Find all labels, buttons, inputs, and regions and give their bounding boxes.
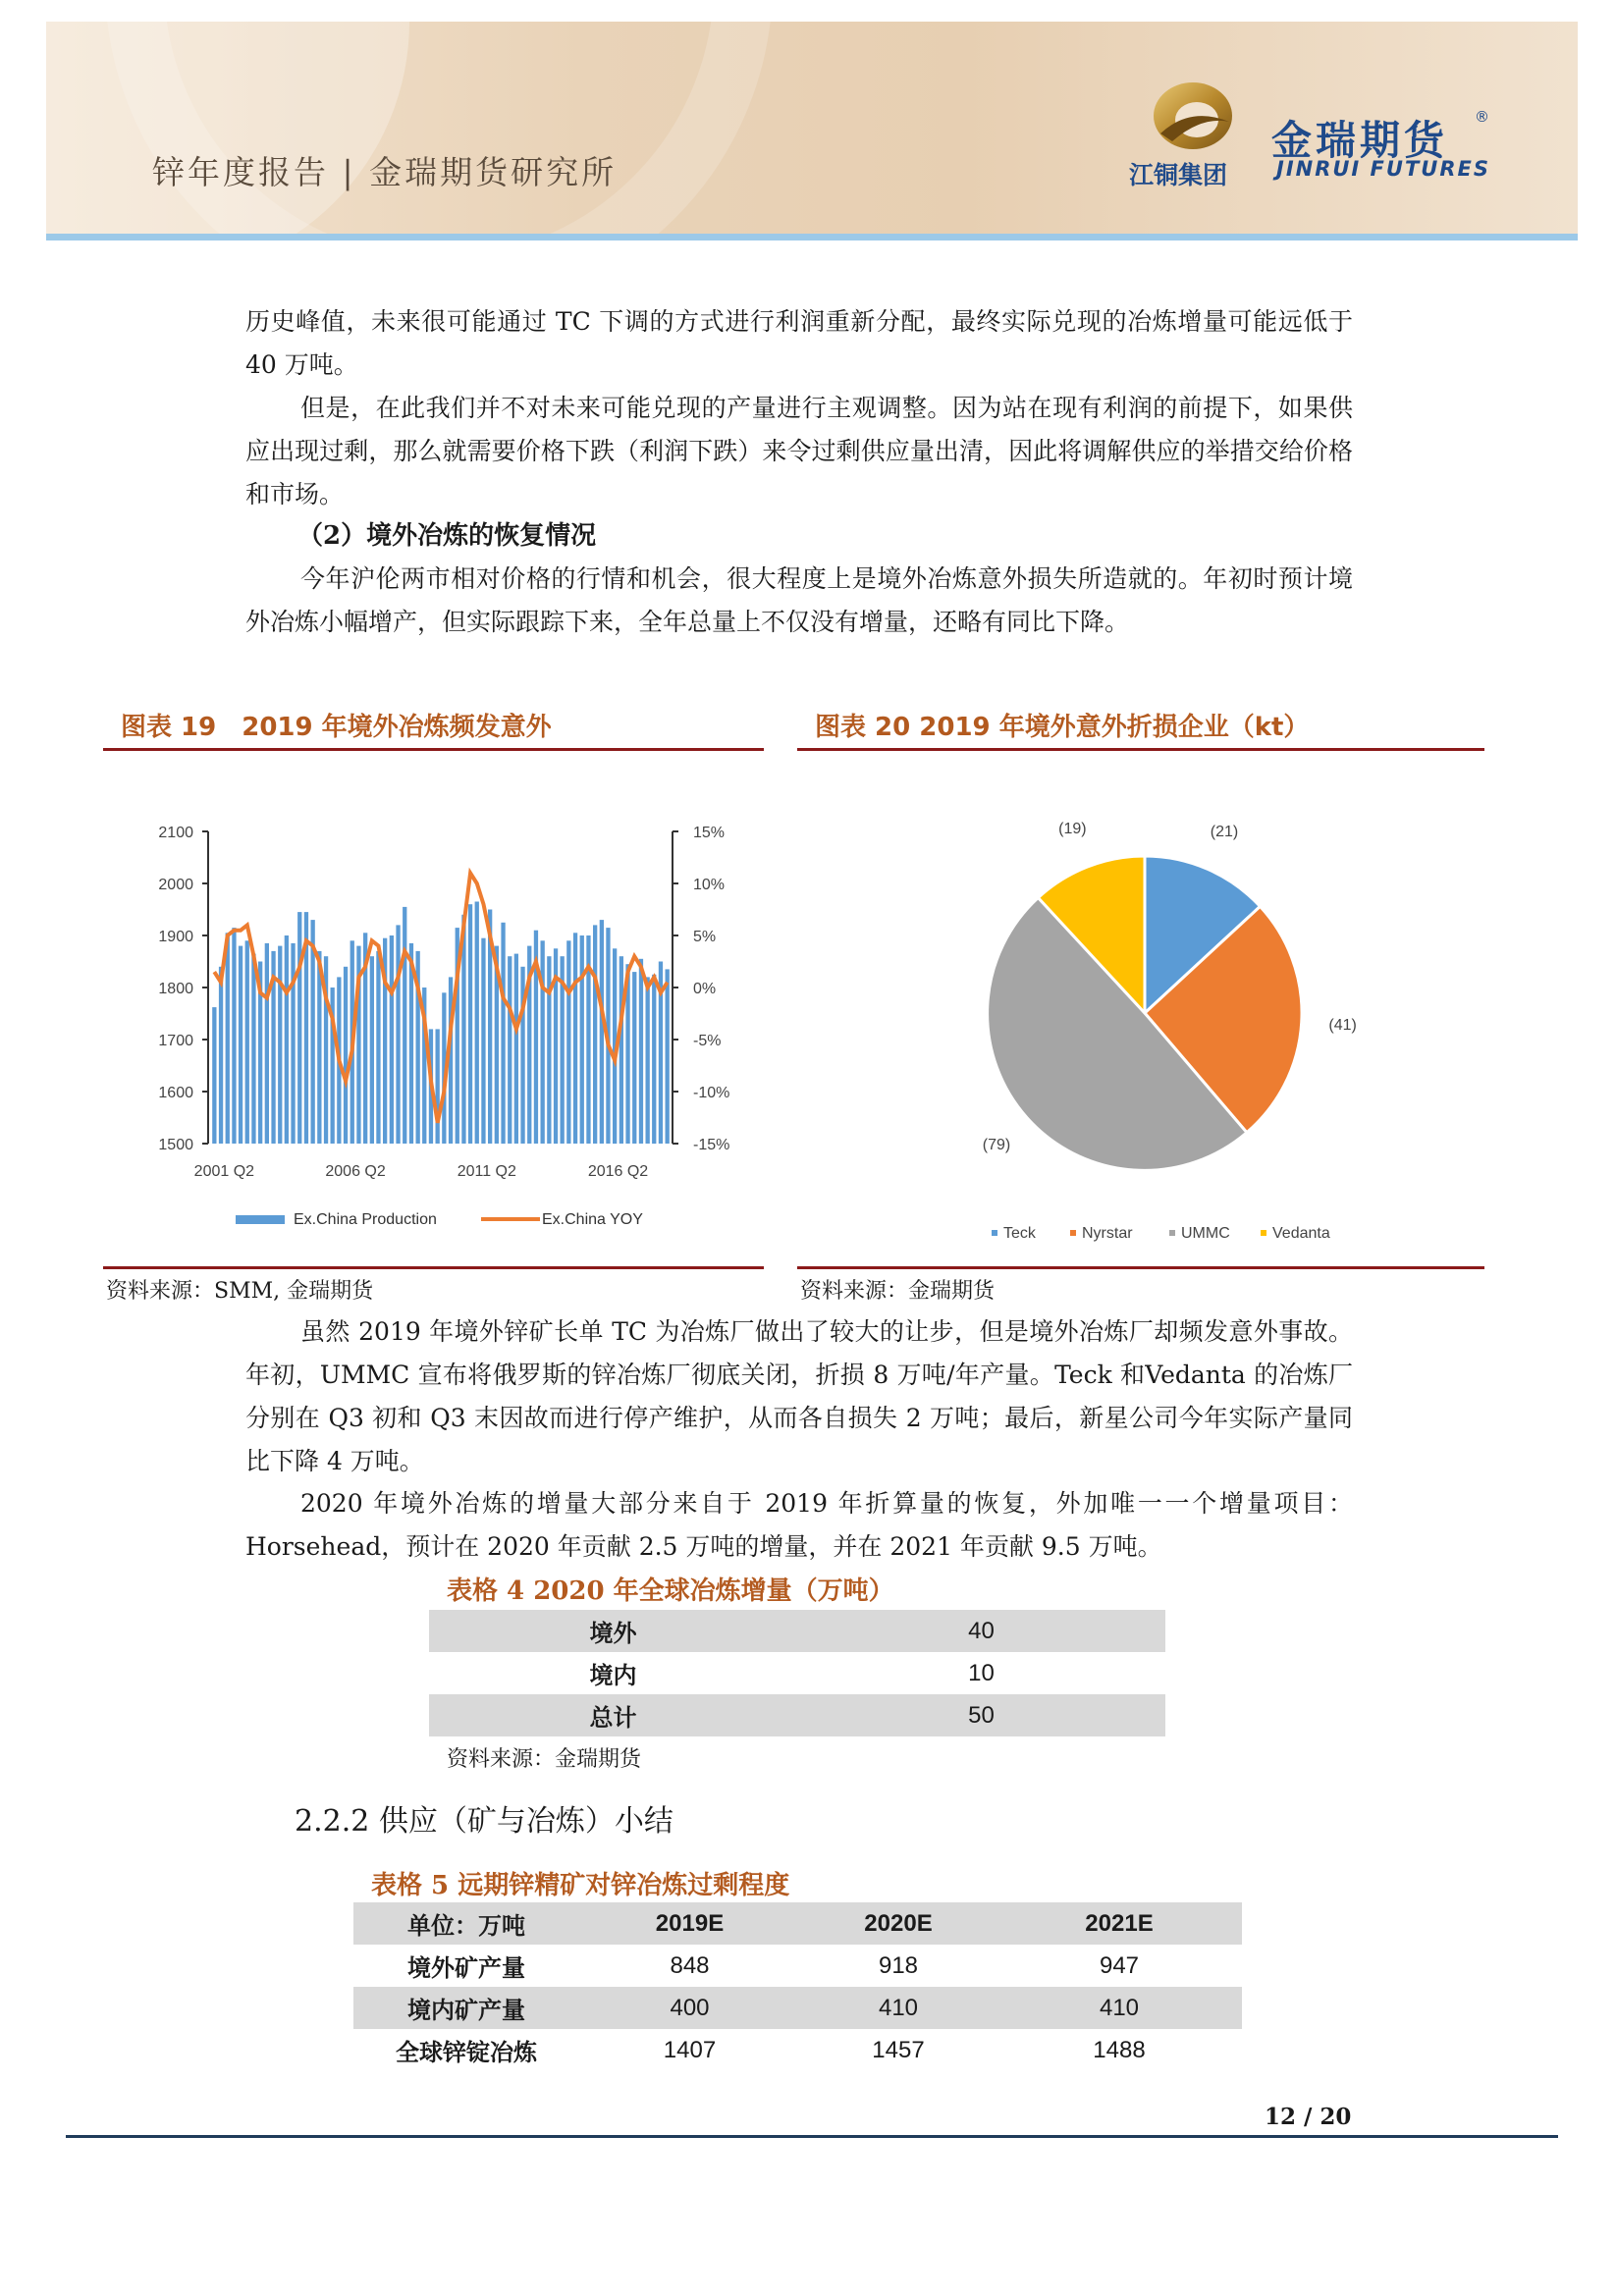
production-bar: [265, 943, 269, 1144]
legend-production-label: Ex.China Production: [294, 1211, 437, 1228]
production-bar: [639, 959, 643, 1144]
right-tick-label: -10%: [693, 1085, 730, 1101]
legend-swatch: [1070, 1230, 1076, 1236]
table-header-row: [353, 1902, 1242, 1945]
legend-label: Vedanta: [1272, 1225, 1330, 1242]
production-bar: [514, 954, 518, 1144]
production-bar: [573, 933, 577, 1144]
right-tick-label: 0%: [693, 981, 717, 997]
figure-19-top-rule: [103, 748, 764, 751]
x-axis-ticks: [194, 1163, 649, 1180]
paragraph-2: 但是，在此我们并不对未来可能兑现的产量进行主观调整。因为站在现有利润的前提下，如果供应出现过剩，那么就需要价格下跌（利润下跌）来令过剩供应量出清，因此将调解供应的举措交给价格和市场。: [245, 394, 1353, 508]
production-bar: [646, 977, 650, 1144]
production-bar: [541, 940, 545, 1144]
figure-20-bottom-rule: [797, 1266, 1484, 1269]
production-bar: [212, 1007, 216, 1144]
production-bar: [297, 912, 301, 1144]
table-cell-value: 400: [579, 1987, 800, 2029]
production-bar: [251, 954, 255, 1144]
production-bar: [403, 907, 406, 1144]
right-tick-label: -5%: [693, 1033, 722, 1049]
production-bar: [593, 925, 597, 1144]
production-bar: [376, 951, 380, 1144]
x-tick-label: 2016 Q2: [587, 1163, 649, 1180]
table-header-cell: 2019E: [579, 1902, 800, 1945]
header-divider: [46, 234, 1578, 240]
production-bar: [390, 935, 394, 1144]
production-bar: [666, 969, 670, 1144]
header-decoration-ring: [105, 22, 773, 238]
right-tick-label: 5%: [693, 929, 717, 945]
production-bar: [344, 967, 348, 1144]
production-bar: [232, 928, 236, 1144]
figure-19-source: 资料来源：SMM, 金瑞期货: [106, 1279, 374, 1304]
legend-label: UMMC: [1181, 1225, 1230, 1242]
table-cell-value: 947: [1099, 1951, 1140, 1979]
production-bar: [291, 943, 295, 1144]
production-bar: [436, 1029, 440, 1144]
production-bar: [501, 923, 505, 1144]
page-number: 12 / 20: [1265, 2104, 1352, 2130]
production-bar: [652, 975, 656, 1144]
production-bar: [600, 920, 604, 1144]
table-4-title: 表格 4 2020 年全球冶炼增量（万吨）: [447, 1576, 894, 1606]
figure-20-chart: [797, 761, 1484, 1252]
logo-group-name: 江铜集团: [1129, 161, 1228, 189]
table-cell-value: 410: [800, 1987, 997, 2029]
figure-20-title: 图表 20 2019 年境外意外折损企业（kt）: [815, 713, 1310, 742]
pie-data-label: (19): [1058, 820, 1087, 837]
paragraph-4: 虽然 2019 年境外锌矿长单 TC 为冶炼厂做出了较大的让步，但是境外冶炼厂却频发意外事故。年初，UMMC 宣布将俄罗斯的锌冶炼厂彻底关闭，折损 8 万吨/年产量。Teck 和Vedanta 的冶炼厂分别在 Q3 初和 Q3 末因故而进行停产维护，从而各自损失 2 万吨；最后，新星公司今年实际产量同比下降 4 万吨。: [245, 1317, 1353, 1475]
paragraph-1: 历史峰值，未来很可能通过 TC 下调的方式进行利润重新分配，最终实际兑现的冶炼增量可能远低于 40 万吨。: [245, 307, 1353, 379]
left-axis-ticks: [158, 825, 208, 1153]
left-tick-label: 1800: [158, 981, 193, 997]
footer-divider: [66, 2135, 1558, 2138]
legend-label: Nyrstar: [1082, 1225, 1133, 1242]
production-bar: [396, 925, 400, 1144]
report-title: 锌年度报告 | 金瑞期货研究所: [152, 153, 618, 191]
production-bar: [285, 935, 289, 1144]
pie-legend: [992, 1225, 1330, 1242]
table-row: [353, 2029, 1242, 2071]
legend-production-swatch: [236, 1215, 285, 1224]
paragraph-3: 今年沪伦两市相对价格的行情和机会，很大程度上是境外冶炼意外损失所造就的。年初时预计境外冶炼小幅增产，但实际跟踪下来，全年总量上不仅没有增量，还略有同比下降。: [245, 564, 1353, 636]
table-4-source: 资料来源：金瑞期货: [447, 1747, 642, 1772]
production-bar: [245, 940, 249, 1144]
table-row: [429, 1652, 1165, 1694]
logo-registered-mark: ®: [1475, 108, 1489, 126]
right-tick-label: 10%: [693, 877, 726, 893]
table-cell-value: 40: [797, 1610, 1165, 1652]
table-cell-value: 50: [797, 1694, 1165, 1736]
table-cell-value: 1407: [663, 2036, 717, 2063]
logo-company-cn: 金瑞期货: [1271, 117, 1448, 164]
table-cell-label: 境外矿产量: [407, 1953, 525, 1982]
table-row: [353, 1945, 1242, 1987]
production-bar: [278, 946, 282, 1144]
table-4: [429, 1610, 1165, 1736]
pie-data-label: (79): [982, 1137, 1011, 1154]
pie-data-label: (41): [1328, 1016, 1357, 1034]
table-cell-label: 境内: [589, 1661, 637, 1689]
production-bar: [619, 956, 623, 1144]
legend-yoy-label: Ex.China YOY: [542, 1211, 643, 1228]
left-tick-label: 1600: [158, 1085, 193, 1101]
left-tick-label: 1500: [158, 1137, 193, 1153]
production-bar: [481, 938, 485, 1144]
subheading-overseas-smelting: （2）境外冶炼的恢复情况: [297, 521, 597, 551]
figure-20-source: 资料来源：金瑞期货: [800, 1279, 996, 1304]
figure-19-bottom-rule: [103, 1266, 764, 1269]
section-heading: 2.2.2 供应（矿与冶炼）小结: [295, 1804, 673, 1839]
table-cell-value: 410: [997, 1987, 1242, 2029]
table-header-cell: 单位：万吨: [353, 1902, 579, 1945]
production-bar: [468, 904, 472, 1144]
legend-label: Teck: [1003, 1225, 1036, 1242]
table-cell-value: 1457: [872, 2036, 925, 2063]
table-row: [353, 1987, 1242, 2029]
right-tick-label: 15%: [693, 825, 726, 841]
pie-data-label: (21): [1210, 823, 1239, 840]
legend-swatch: [992, 1230, 997, 1236]
production-bar: [370, 956, 374, 1144]
production-bar: [219, 967, 223, 1144]
table-cell-label: 总计: [429, 1694, 797, 1736]
production-bar: [475, 902, 479, 1145]
paragraph-5: 2020 年境外冶炼的增量大部分来自于 2019 年折算量的恢复，外加唯一一个增量项目：Horsehead，预计在 2020 年贡献 2.5 万吨的增量，并在 2021 年贡献 9.5 万吨。: [245, 1489, 1353, 1561]
legend-swatch: [1169, 1230, 1175, 1236]
table-5-title: 表格 5 远期锌精矿对锌冶炼过剩程度: [371, 1871, 790, 1900]
production-bar: [239, 946, 242, 1144]
x-tick-label: 2011 Q2: [457, 1163, 516, 1180]
table-cell-label: 全球锌锭冶炼: [396, 2038, 537, 2066]
left-tick-label: 1900: [158, 929, 193, 945]
table-cell-value: 1488: [1093, 2036, 1146, 2063]
production-bar: [580, 935, 584, 1144]
table-row: [429, 1694, 1165, 1736]
left-tick-label: 2000: [158, 877, 193, 893]
right-tick-label: -15%: [693, 1137, 730, 1153]
table-row: [429, 1610, 1165, 1652]
right-axis-ticks: [673, 825, 729, 1153]
logo-company-en: JINRUI FUTURES: [1276, 157, 1490, 181]
table-cell-label: 境外: [429, 1610, 797, 1652]
yoy-line: [214, 873, 667, 1122]
production-bar: [566, 940, 570, 1144]
production-bar: [508, 956, 512, 1144]
left-tick-label: 1700: [158, 1033, 193, 1049]
table-cell-value: 848: [670, 1951, 710, 1979]
table-header-cell: 2020E: [800, 1902, 997, 1945]
production-bar: [632, 972, 636, 1144]
jinrui-logo-icon: [1151, 77, 1235, 153]
left-tick-label: 2100: [158, 825, 193, 841]
legend-swatch: [1261, 1230, 1266, 1236]
production-bar: [226, 933, 230, 1144]
figure-20-top-rule: [797, 748, 1484, 751]
table-cell-value: 10: [968, 1659, 995, 1686]
table-header-cell: 2021E: [997, 1902, 1242, 1945]
x-tick-label: 2001 Q2: [193, 1163, 255, 1180]
figure-19-chart: [103, 761, 764, 1252]
table-5: [353, 1902, 1242, 2071]
pie-slices: [988, 856, 1302, 1170]
figure-19-title: 图表 19 2019 年境外冶炼频发意外: [121, 713, 552, 742]
table-cell-value: 918: [878, 1951, 919, 1979]
x-tick-label: 2006 Q2: [325, 1163, 386, 1180]
table-cell-label: 境内矿产量: [353, 1987, 579, 2029]
